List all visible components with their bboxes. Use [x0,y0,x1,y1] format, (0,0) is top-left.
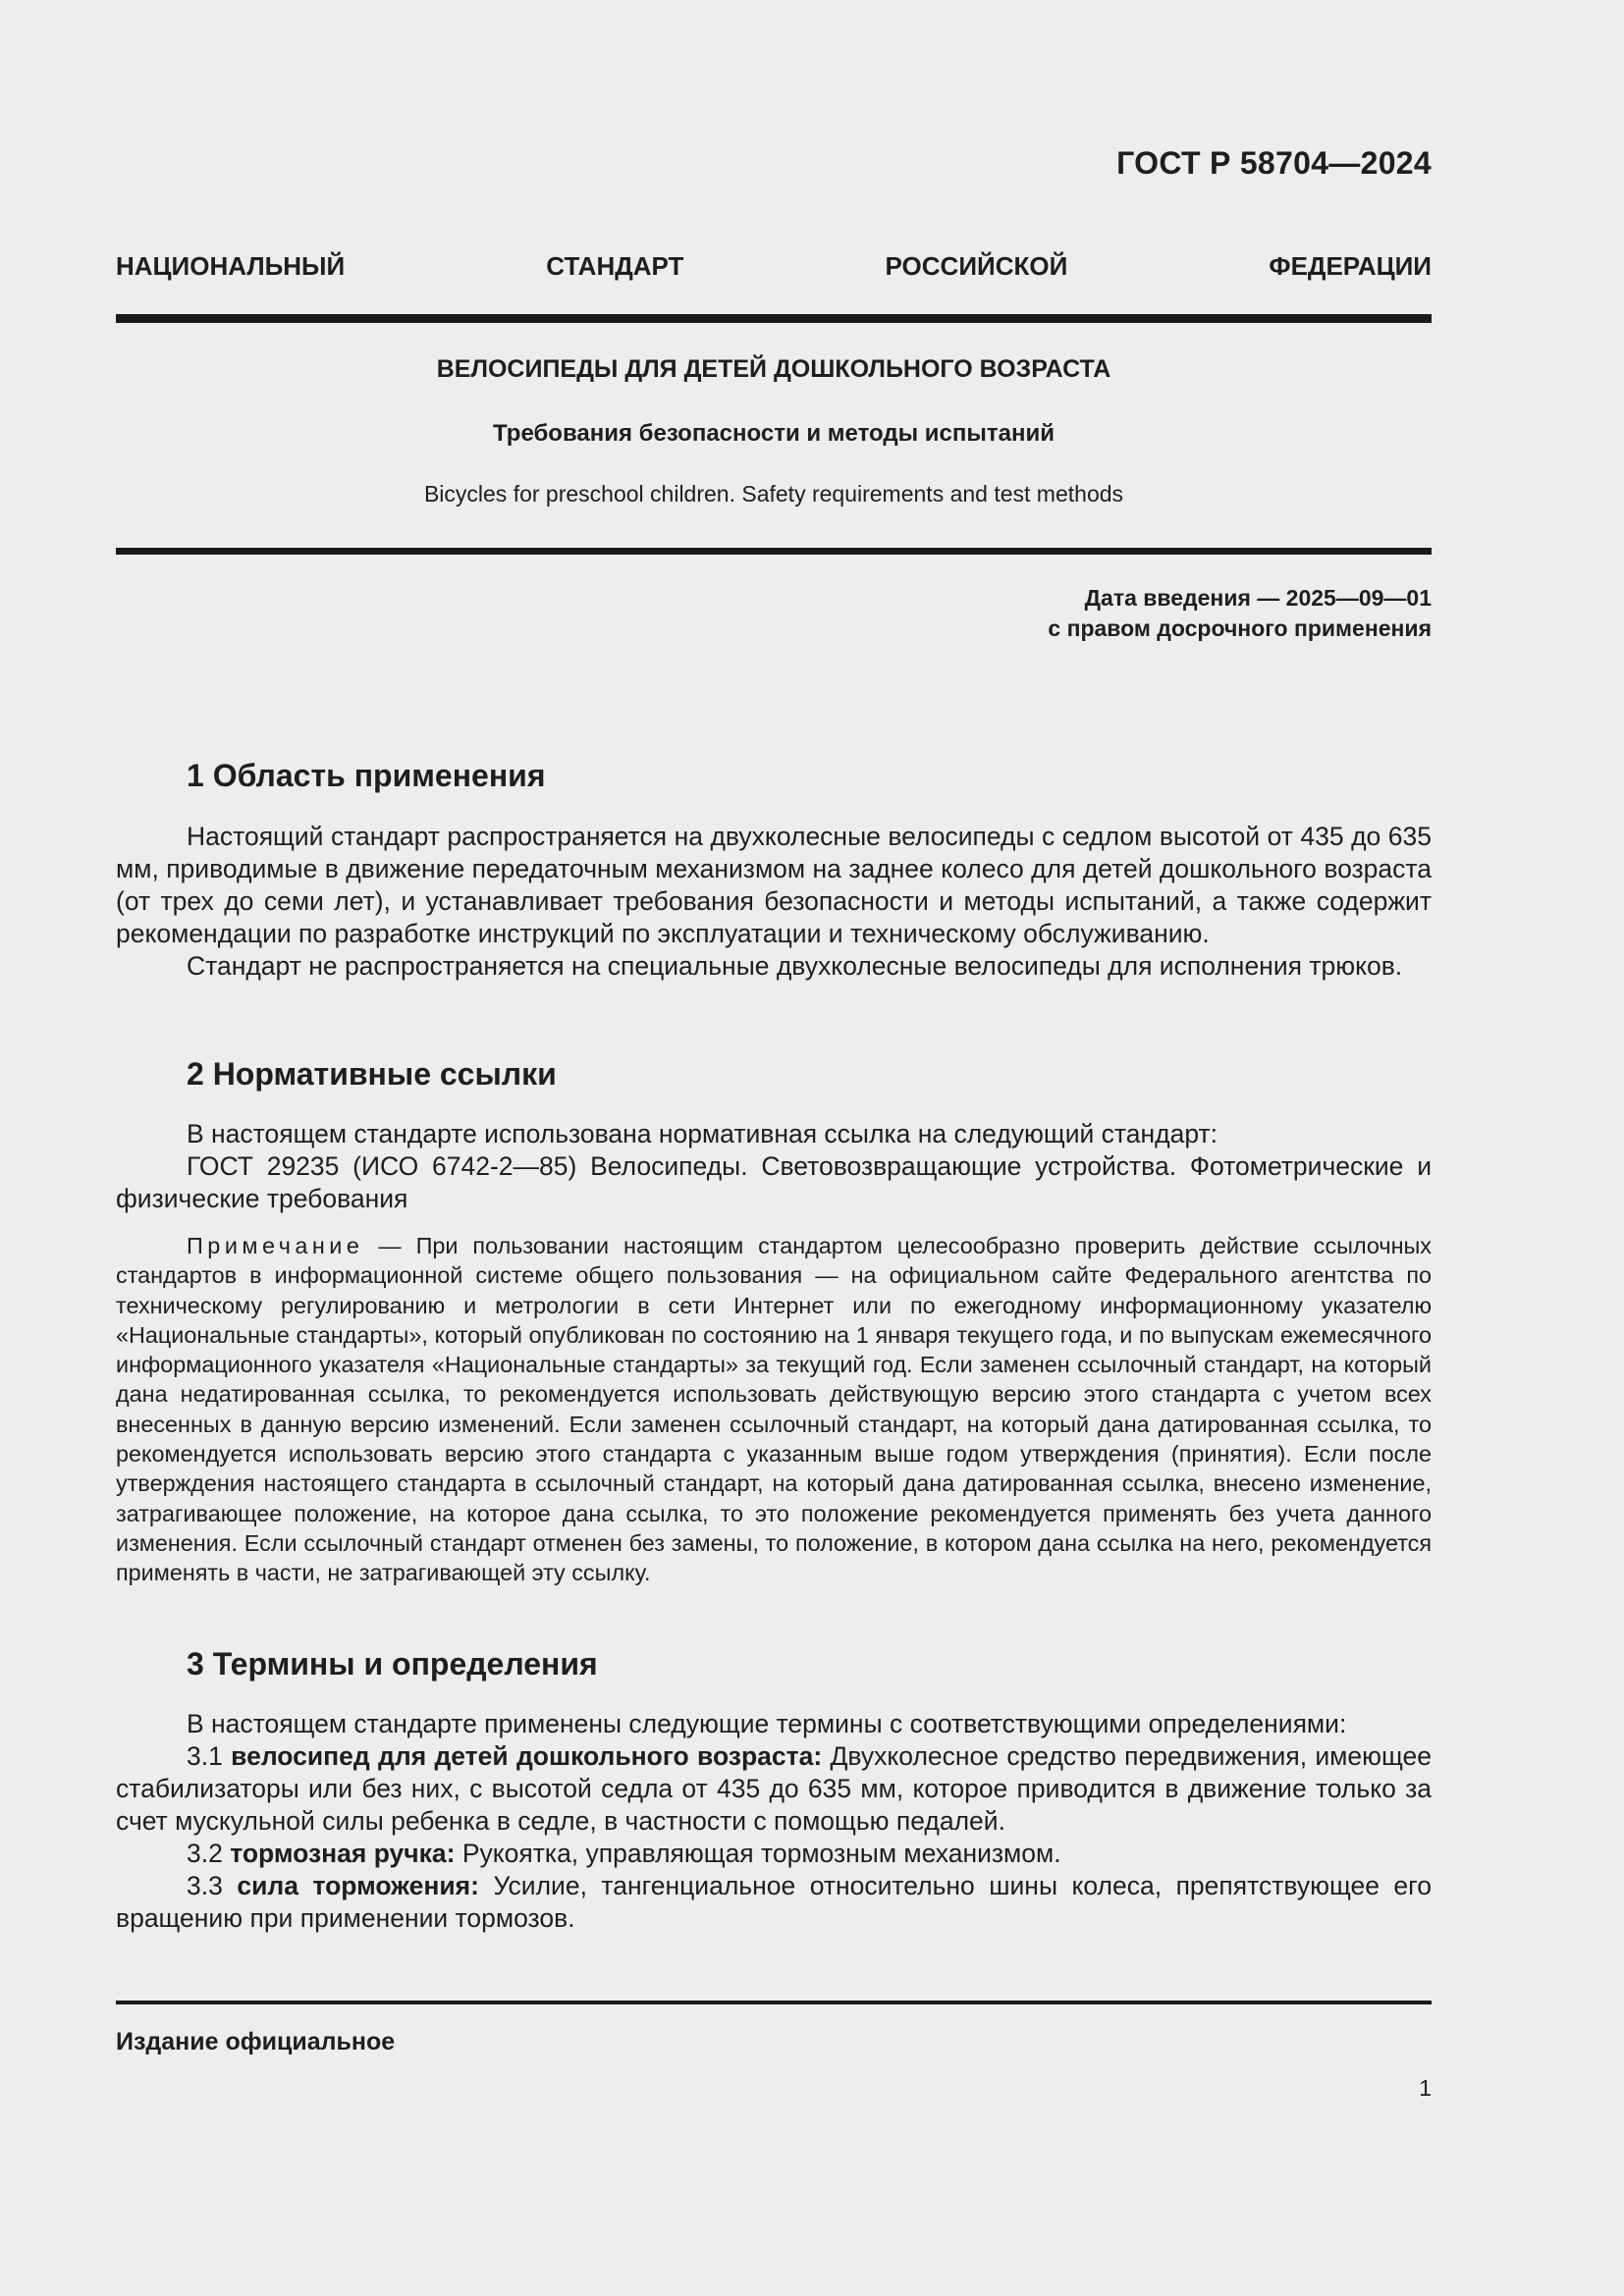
term-name: велосипед для детей дошкольного возраста: [231,1741,823,1771]
page-number: 1 [1419,2075,1432,2101]
section-1-heading: 1 Область применения [187,758,546,793]
introduction-date-block [1048,583,1432,644]
document-page [116,0,1432,2296]
section-2-heading: 2 Нормативные ссылки [187,1056,557,1092]
early-use-note: с правом досрочного применения [1048,615,1432,641]
term-3-1 [116,1740,1432,1838]
national-standard-banner: НАЦИОНАЛЬНЫЙ СТАНДАРТ РОССИЙСКОЙ ФЕДЕРАЦИИ [116,251,1432,281]
section-1-paragraph-2: Стандарт не распространяется на специальные двухколесные велосипеды для исполнения трюков. [187,951,1403,981]
section-2-reference: ГОСТ 29235 (ИСО 6742-2—85) Велосипеды. Световозвращающие устройства. Фотометрические и физические требования [116,1151,1432,1213]
section-2-note [116,1231,1432,1588]
header-divider [116,314,1432,323]
term-number: 3.2 [187,1839,231,1868]
term-name: тормозная ручка: [230,1839,456,1868]
note-text: — При пользовании настоящим стандартом целесообразно проверить действие ссылочных стандартов в информационной системе общего пользования — на официальном сайте Федерального агентства по техническому регулированию и метрологии в сети Интернет или по ежегодному информационному указателю «Национальные стандарты», который опубликован по состоянию на 1 января текущего года, и по выпускам ежемесячного информационного указателя «Национальные стандарты» за текущий год. Если заменен ссылочный стандарт, на который дана недатированная ссылка, то рекомендуется использовать действующую версию этого стандарта с учетом всех внесенных в данную версию изменений. Если заменен ссылочный стандарт, на который дана датированная ссылка, то рекомендуется использовать версию этого стандарта с указанным выше годом утверждения (принятия). Если после утверждения настоящего стандарта в ссылочный стандарт, на который дана датированная ссылка, внесено изменение, затрагивающее положение, на которое дана ссылка, то это положение рекомендуется применять без учета данного изменения. Если ссылочный стандарт отменен без замены, то положение, в котором дана ссылка на него, рекомендуется применять в части, не затрагивающей эту ссылку. [116,1233,1432,1586]
term-3-2 [116,1838,1432,1870]
document-title: ВЕЛОСИПЕДЫ ДЛЯ ДЕТЕЙ ДОШКОЛЬНОГО ВОЗРАСТА [436,355,1111,383]
footer-divider [116,2001,1432,2004]
section-3-body [116,1708,1432,1935]
term-name: сила торможения: [237,1871,479,1900]
term-3-3 [116,1870,1432,1935]
document-subtitle: Требования безопасности и методы испытаний [493,420,1055,447]
english-title: Bicycles for preschool children. Safety requirements and test methods [423,481,1124,507]
section-2-paragraph-1: В настоящем стандарте использована нормативная ссылка на следующий стандарт: [187,1119,1218,1148]
section-1-paragraph-1: Настоящий стандарт распространяется на двухколесные велосипеды с седлом высотой от 435 до 635 мм, приводимые в движение передаточным механизмом на заднее колесо для детей дошкольного возраста (от трех до семи лет), и устанавливает требования безопасности и методы испытаний, а также содержит рекомендации по разработке инструкций по эксплуатации и техническому обслуживанию. [116,822,1432,948]
term-number: 3.3 [187,1871,238,1900]
note-label: Примечание [187,1233,364,1258]
official-edition-label: Издание официальное [116,2028,396,2056]
introduction-date: Дата введения — 2025—09—01 [1084,585,1432,611]
term-definition: Усилие, тангенциальное относительно шины колеса, препятствующее его вращению при применении тормозов. [116,1871,1432,1933]
term-number: 3.1 [187,1741,232,1771]
term-definition: Рукоятка, управляющая тормозным механизмом. [455,1839,1061,1868]
standard-code: ГОСТ Р 58704—2024 [1116,145,1432,181]
section-3-heading: 3 Термины и определения [187,1646,598,1682]
section-1-body [116,821,1432,983]
title-divider [116,548,1432,555]
section-2-body [116,1118,1432,1215]
term-definition: Двухколесное средство передвижения, имеющее стабилизаторы или без них, с высотой седла от 435 до 635 мм, которое приводится в движение только за счет мускульной силы ребенка в седле, в частности с помощью педалей. [116,1741,1432,1836]
section-3-intro: В настоящем стандарте применены следующие термины с соответствующими определениями: [187,1709,1347,1738]
